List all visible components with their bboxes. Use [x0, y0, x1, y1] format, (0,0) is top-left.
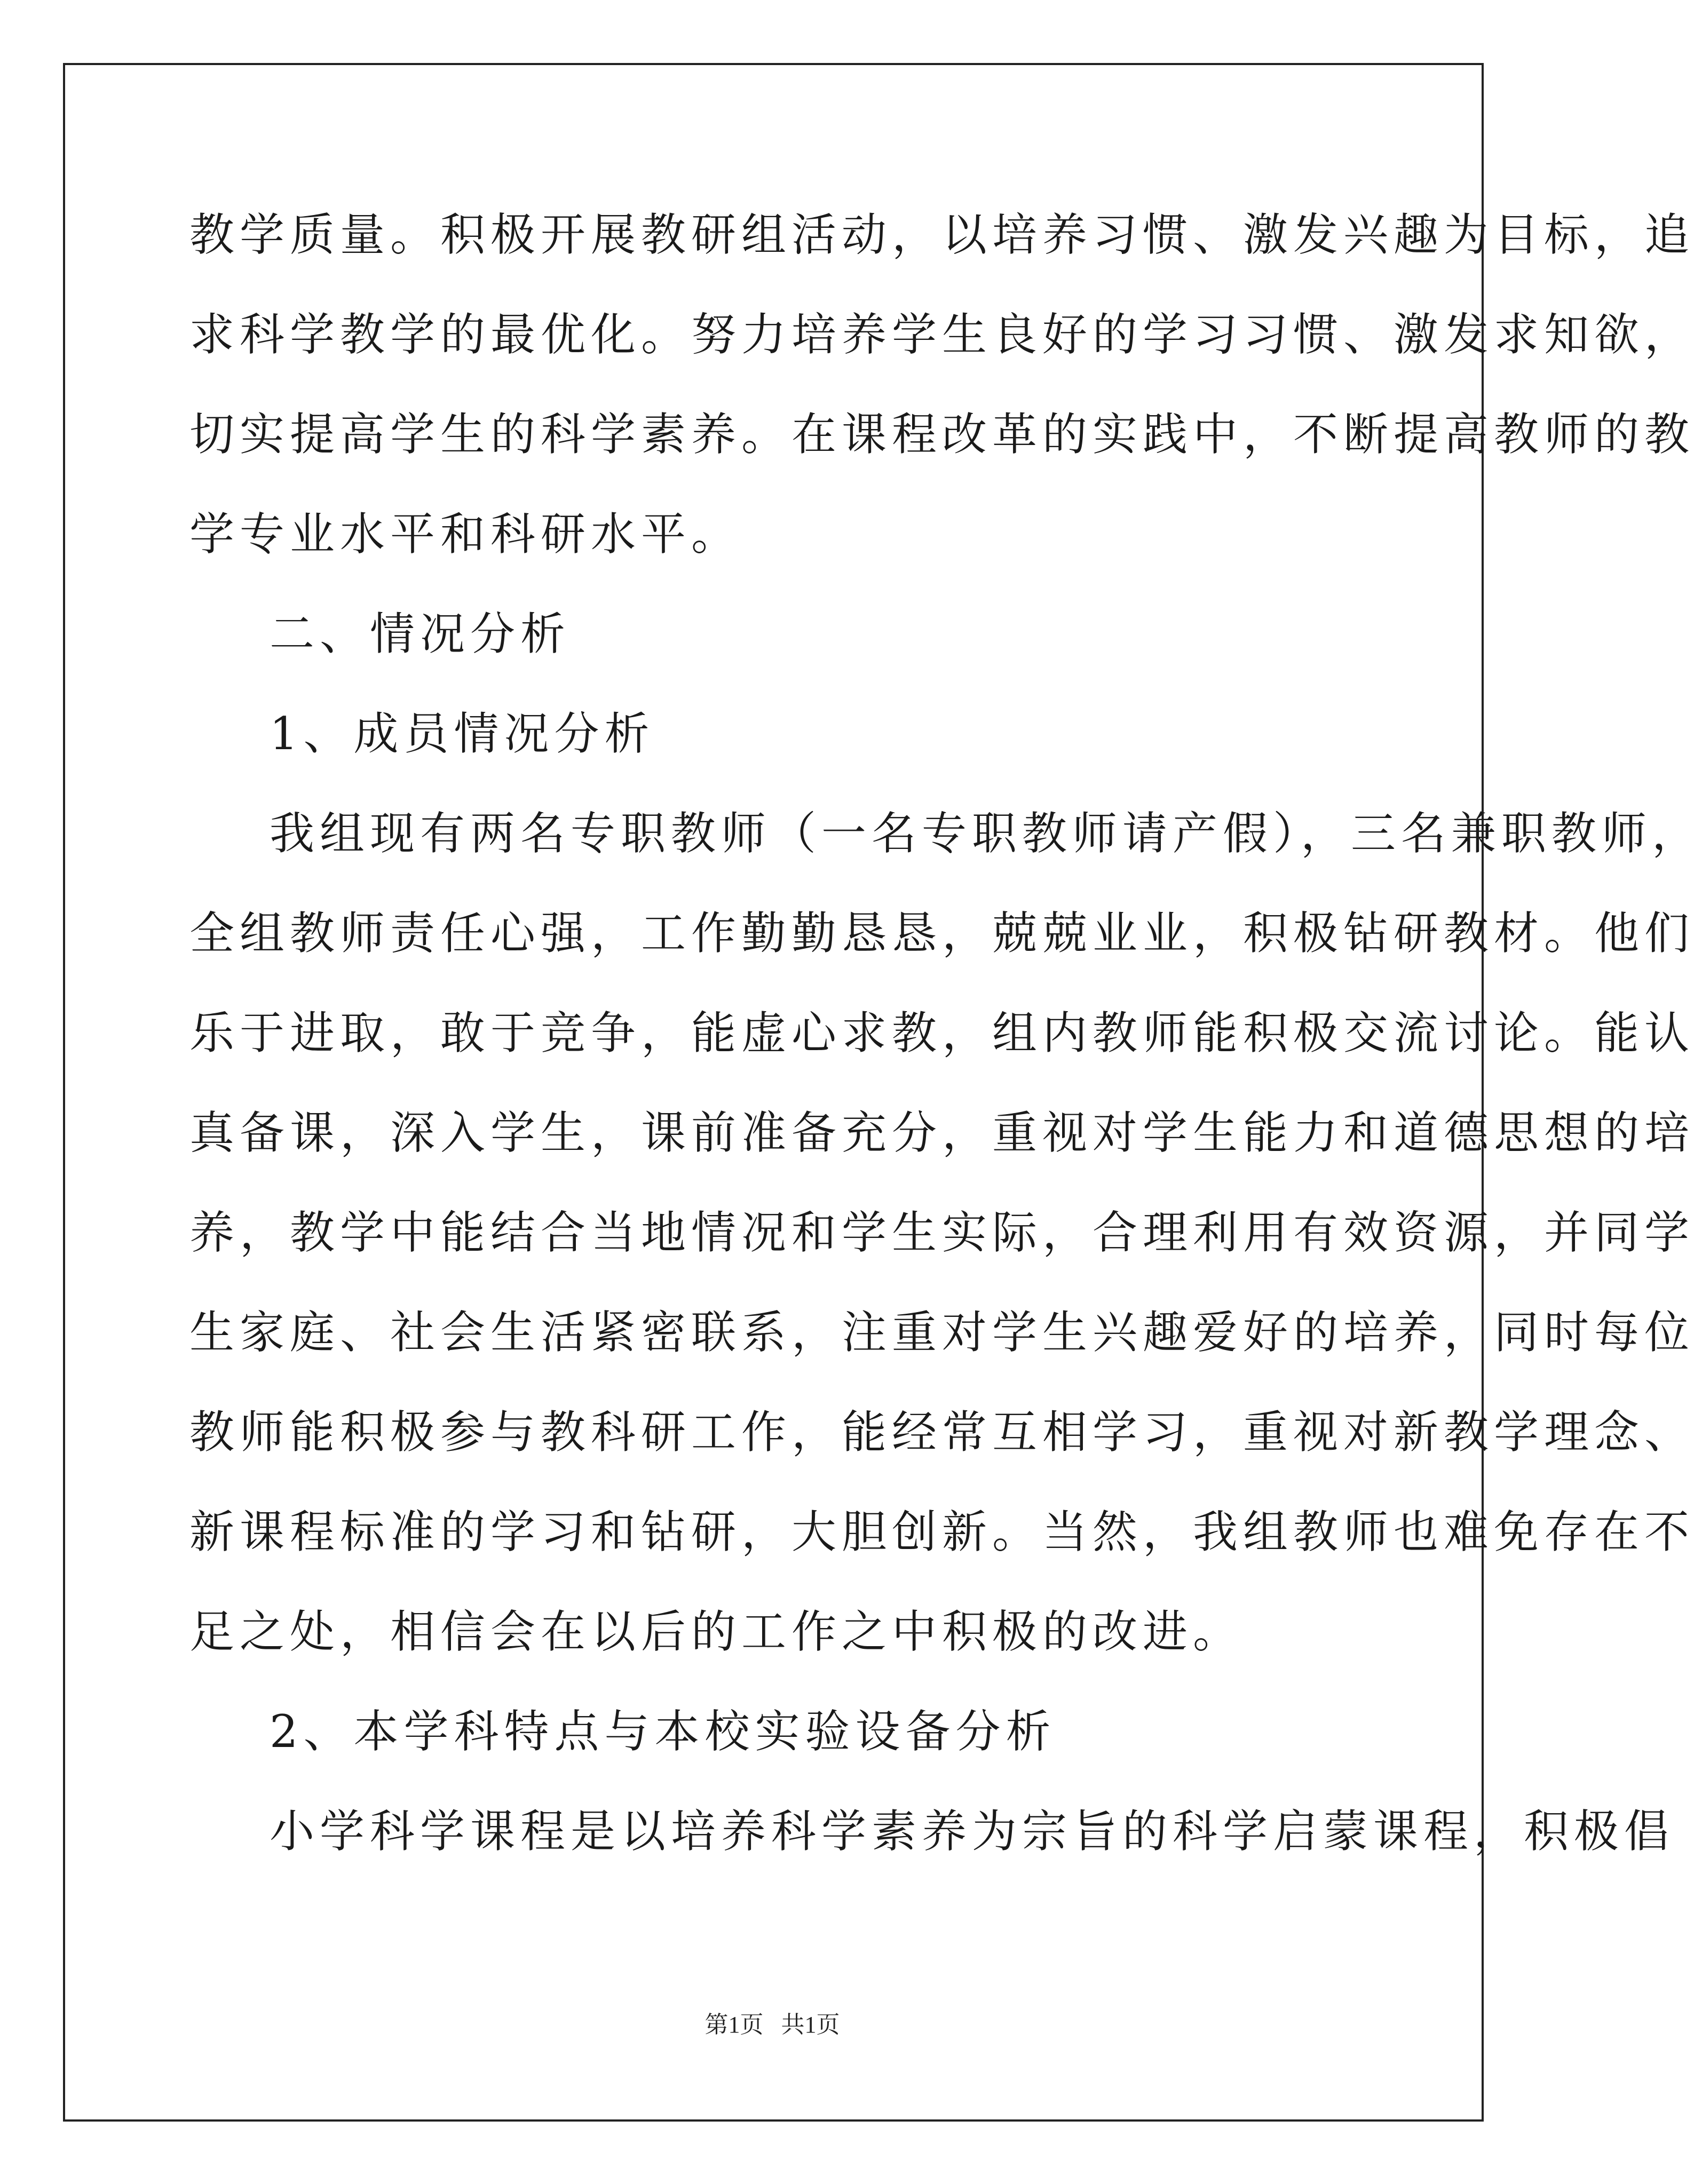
page-footer: 第1页 共1页 [704, 2012, 840, 2038]
paragraph-line: 切实提高学生的科学素养。在课程改革的实践中，不断提高教师的教 [189, 408, 1695, 460]
paragraph-line-indented: 1、成员情况分析 [270, 708, 655, 760]
paragraph-line: 真备课，深入学生，课前准备充分，重视对学生能力和道德思想的培 [189, 1107, 1695, 1159]
paragraph-line-indented: 二、情况分析 [270, 608, 571, 660]
paragraph-line: 全组教师责任心强，工作勤勤恳恳，兢兢业业，积极钻研教材。他们 [189, 907, 1695, 959]
paragraph-line-indented: 我组现有两名专职教师（一名专职教师请产假），三名兼职教师， [270, 807, 1702, 860]
paragraph-line-indented: 小学科学课程是以培养科学素养为宗旨的科学启蒙课程，积极倡 [270, 1805, 1675, 1857]
paragraph-line: 生家庭、社会生活紧密联系，注重对学生兴趣爱好的培养，同时每位 [189, 1306, 1695, 1359]
paragraph-line: 教师能积极参与教科研工作，能经常互相学习，重视对新教学理念、 [189, 1406, 1695, 1458]
paragraph-line: 养，教学中能结合当地情况和学生实际，合理利用有效资源，并同学 [189, 1206, 1695, 1259]
paragraph-line: 学专业水平和科研水平。 [189, 508, 742, 560]
paragraph-line: 教学质量。积极开展教研组活动，以培养习惯、激发兴趣为目标，追 [189, 209, 1695, 261]
paragraph-line: 足之处，相信会在以后的工作之中积极的改进。 [189, 1606, 1244, 1658]
paragraph-line: 乐于进取，敢于竞争，能虚心求教，组内教师能积极交流讨论。能认 [189, 1007, 1695, 1059]
paragraph-line: 求科学教学的最优化。努力培养学生良好的学习习惯、激发求知欲， [189, 308, 1695, 361]
paragraph-line: 新课程标准的学习和钻研，大胆创新。当然，我组教师也难免存在不 [189, 1506, 1695, 1558]
paragraph-line-indented: 2、本学科特点与本校实验设备分析 [270, 1705, 1056, 1758]
